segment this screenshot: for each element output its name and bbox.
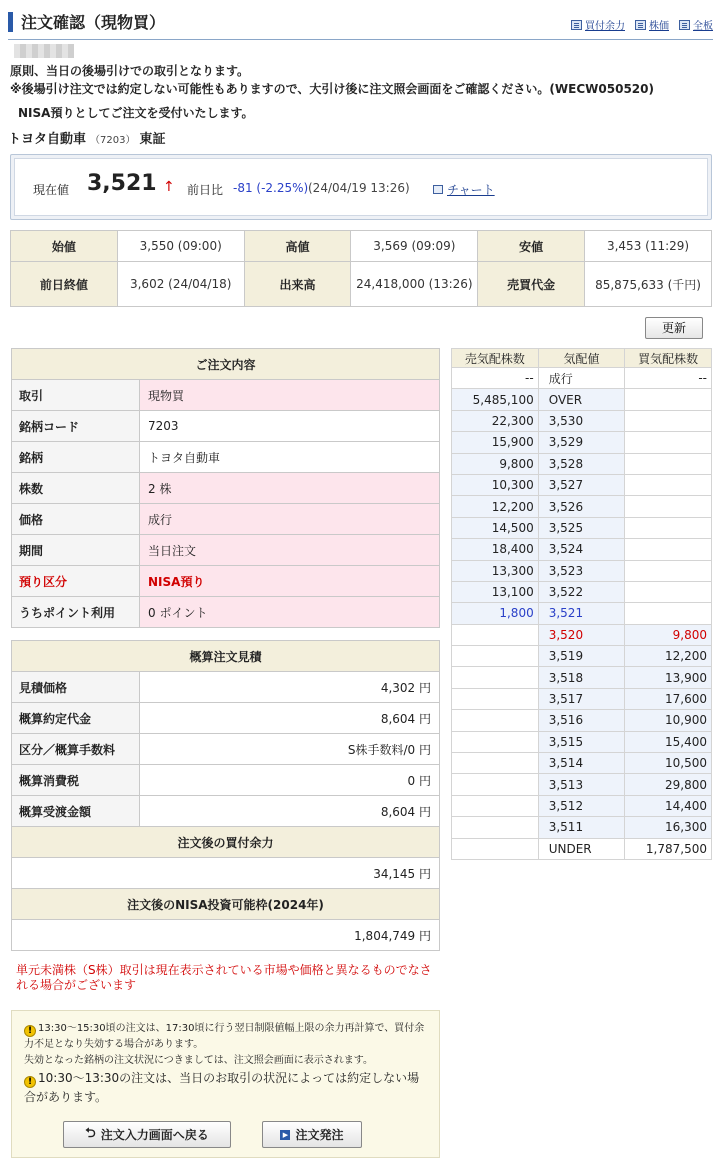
board-row (452, 410, 712, 431)
board-row (452, 560, 712, 581)
current-price-value: 3,521 (87, 171, 157, 196)
page-title: 注文確認（現物買） (21, 13, 166, 32)
sell-qty: 9,800 (452, 453, 539, 474)
stock-heading (8, 128, 165, 147)
quote-price: 3,524 (538, 539, 625, 560)
board-row (452, 774, 712, 795)
sell-qty: 1,800 (452, 603, 539, 624)
order-row-label: 株数 (12, 473, 140, 504)
buy-qty (625, 560, 712, 581)
sell-qty (452, 817, 539, 838)
board-row (452, 368, 712, 389)
estimate-row-value: S株手数料/0 円 (140, 734, 440, 765)
sell-qty: 13,300 (452, 560, 539, 581)
quote-price: 3,519 (538, 646, 625, 667)
estimate-row-value: 4,302 円 (140, 672, 440, 703)
buy-qty (625, 453, 712, 474)
price-datetime: (24/04/19 13:26) (308, 181, 410, 195)
sell-qty: 15,900 (452, 432, 539, 453)
page-header (8, 8, 713, 40)
buy-qty: -- (625, 368, 712, 389)
table-row (12, 765, 440, 796)
info-line-2: 失効となった銘柄の注文状況につきましては、注文照会画面に表示されます。 (24, 1055, 373, 1066)
board-row (452, 817, 712, 838)
volume-label: 出来高 (244, 262, 351, 307)
buying-power-link-label: 買付余力 (585, 21, 625, 32)
full-board-link-label: 全板 (693, 21, 713, 32)
buy-qty (625, 474, 712, 495)
ohlc-row (11, 262, 712, 307)
sell-qty (452, 753, 539, 774)
info-line-3 (24, 1069, 427, 1106)
order-row-label: 取引 (12, 380, 140, 411)
quote-price: 3,516 (538, 710, 625, 731)
quote-price: 3,513 (538, 774, 625, 795)
quote-price: 3,520 (538, 624, 625, 645)
return-arrow-icon: ⮌ (85, 1125, 96, 1141)
table-row (12, 703, 440, 734)
board-row (452, 581, 712, 602)
chart-icon (433, 185, 443, 194)
estimate-row-label: 概算約定代金 (12, 703, 140, 734)
board-row (452, 646, 712, 667)
sell-qty: 5,485,100 (452, 389, 539, 410)
back-button-label: 注文入力画面へ戻る (100, 1128, 209, 1142)
estimate-heading: 概算注文見積 (12, 641, 440, 672)
quote-price: 3,528 (538, 453, 625, 474)
board-row (452, 688, 712, 709)
quote-price: 3,527 (538, 474, 625, 495)
list-icon (679, 20, 690, 30)
current-price-label: 現在値 (33, 183, 70, 197)
notice-nisa: NISA預りとしてご注文を受付いたします。 (18, 106, 254, 120)
quote-price: 3,523 (538, 560, 625, 581)
volume-value: 24,418,000 (13:26) (351, 262, 478, 307)
table-row (12, 504, 440, 535)
buy-qty: 10,900 (625, 710, 712, 731)
board-row (452, 753, 712, 774)
buy-qty: 13,900 (625, 667, 712, 688)
quote-price: OVER (538, 389, 625, 410)
info-line-1-text: 13:30～15:30頃の注文は、17:30頃に行う翌日制限値幅上限の余力再計算で、買付余力不足となり失効する場合があります。 (24, 1023, 425, 1050)
order-contents-heading: ご注文内容 (12, 349, 440, 380)
order-row-value: 2 株 (140, 473, 440, 504)
quote-price: UNDER (538, 838, 625, 859)
info-line-3-text: 10:30～13:30の注文は、当日のお取引の状況によっては約定しない場合があります。 (24, 1071, 420, 1104)
order-row-value: 0 ポイント (140, 597, 440, 628)
order-row-label: 預り区分 (12, 566, 140, 597)
sell-qty (452, 688, 539, 709)
table-row (12, 535, 440, 566)
buy-qty (625, 603, 712, 624)
quote-price: 3,517 (538, 688, 625, 709)
buy-qty: 17,600 (625, 688, 712, 709)
price-summary-inner (14, 158, 708, 216)
order-row-label: 銘柄 (12, 442, 140, 473)
buying-power-link[interactable] (571, 17, 625, 32)
buy-qty (625, 581, 712, 602)
estimate-table (11, 640, 440, 951)
table-row (12, 734, 440, 765)
stock-market: 東証 (139, 132, 166, 147)
sell-qty: 14,500 (452, 517, 539, 538)
buy-qty: 14,400 (625, 795, 712, 816)
buy-qty-header: 買気配株数 (625, 349, 712, 368)
quote-price: 3,529 (538, 432, 625, 453)
chart-link-label: チャート (447, 183, 495, 197)
buy-qty (625, 389, 712, 410)
stock-price-link-label: 株価 (649, 21, 669, 32)
sell-qty: -- (452, 368, 539, 389)
quote-price: 3,512 (538, 795, 625, 816)
buy-qty: 15,400 (625, 731, 712, 752)
table-row (12, 380, 440, 411)
sell-qty (452, 710, 539, 731)
sell-qty: 13,100 (452, 581, 539, 602)
quote-price: 3,518 (538, 667, 625, 688)
prev-day-change-label: 前日比 (187, 183, 224, 197)
estimate-row-label: 区分／概算手数料 (12, 734, 140, 765)
estimate-row-label: 見積価格 (12, 672, 140, 703)
quote-price: 3,511 (538, 817, 625, 838)
order-row-label: 銘柄コード (12, 411, 140, 442)
board-row (452, 474, 712, 495)
prev-day-change-value: -81 (-2.25%) (233, 181, 309, 195)
quote-price-header: 気配値 (538, 349, 625, 368)
buy-qty: 29,800 (625, 774, 712, 795)
estimate-row-value: 8,604 円 (140, 796, 440, 827)
sell-qty (452, 795, 539, 816)
submit-arrow-icon: ▶ (280, 1130, 290, 1140)
turnover-label: 売買代金 (478, 262, 585, 307)
estimate-row-label: 概算受渡金額 (12, 796, 140, 827)
title-accent-bar (8, 12, 13, 32)
sell-qty (452, 624, 539, 645)
order-row-value: トヨタ自動車 (140, 442, 440, 473)
high-value: 3,569 (09:09) (351, 231, 478, 262)
order-row-value: NISA預り (140, 566, 440, 597)
board-row (452, 517, 712, 538)
warning-icon: ! (24, 1076, 36, 1088)
buy-qty (625, 517, 712, 538)
board-row (452, 667, 712, 688)
sell-qty (452, 774, 539, 795)
stock-name: トヨタ自動車 (8, 132, 87, 147)
order-row-label: 期間 (12, 535, 140, 566)
board-row (452, 389, 712, 410)
list-icon (571, 20, 582, 30)
quote-price: 3,515 (538, 731, 625, 752)
sell-qty (452, 731, 539, 752)
sell-qty: 10,300 (452, 474, 539, 495)
table-row (12, 796, 440, 827)
sell-qty: 22,300 (452, 410, 539, 431)
estimate-row-label: 概算消費税 (12, 765, 140, 796)
board-row (452, 795, 712, 816)
up-arrow-icon: ↑ (163, 179, 175, 195)
prev-close-label: 前日終値 (11, 262, 118, 307)
stock-price-link[interactable] (635, 17, 669, 32)
estimate-row-value: 8,604 円 (140, 703, 440, 734)
order-row-value: 7203 (140, 411, 440, 442)
board-row (452, 432, 712, 453)
list-icon (635, 20, 646, 30)
sell-qty-header: 売気配株数 (452, 349, 539, 368)
full-board-link[interactable] (679, 17, 713, 32)
board-row (452, 539, 712, 560)
turnover-value: 85,875,633 (千円) (585, 262, 712, 307)
table-row (12, 442, 440, 473)
quote-price: 3,530 (538, 410, 625, 431)
order-row-label: うちポイント利用 (12, 597, 140, 628)
quote-price: 3,514 (538, 753, 625, 774)
buy-qty (625, 432, 712, 453)
sell-qty (452, 667, 539, 688)
info-line-1 (24, 1021, 427, 1053)
place-order-button[interactable] (262, 1121, 362, 1148)
nisa-limit-value: 1,804,749 円 (12, 920, 440, 951)
buy-qty: 9,800 (625, 624, 712, 645)
place-order-button-label: 注文発注 (295, 1128, 344, 1142)
quote-price: 3,522 (538, 581, 625, 602)
buy-qty: 1,787,500 (625, 838, 712, 859)
low-value: 3,453 (11:29) (585, 231, 712, 262)
ohlc-table (10, 230, 712, 307)
table-row (12, 672, 440, 703)
board-row (452, 838, 712, 859)
buy-qty: 16,300 (625, 817, 712, 838)
board-row (452, 710, 712, 731)
quote-price: 3,525 (538, 517, 625, 538)
refresh-button[interactable]: 更新 (645, 317, 703, 339)
order-board (451, 348, 712, 860)
notice-line-1: 原則、当日の後場引けでの取引となります。 (10, 64, 250, 78)
open-label: 始値 (11, 231, 118, 262)
price-summary-box (10, 154, 712, 220)
sell-qty (452, 646, 539, 667)
notice-line-2: ※後場引け注文では約定しない可能性もありますので、大引け後に注文照会画面をご確認ください。(WECW050520) (10, 82, 654, 96)
order-contents-table (11, 348, 440, 628)
order-row-value: 成行 (140, 504, 440, 535)
open-value: 3,550 (09:00) (117, 231, 244, 262)
table-row (12, 473, 440, 504)
quote-price: 3,521 (538, 603, 625, 624)
board-row (452, 603, 712, 624)
quote-price: 3,526 (538, 496, 625, 517)
board-row (452, 624, 712, 645)
buy-qty: 12,200 (625, 646, 712, 667)
sell-qty: 18,400 (452, 539, 539, 560)
ohlc-row (11, 231, 712, 262)
estimate-row-value: 0 円 (140, 765, 440, 796)
order-row-value: 現物買 (140, 380, 440, 411)
buying-power-heading: 注文後の買付余力 (12, 827, 440, 858)
buy-qty: 10,500 (625, 753, 712, 774)
board-row (452, 453, 712, 474)
stock-code: （7203） (90, 135, 136, 146)
high-label: 高値 (244, 231, 351, 262)
table-row (12, 597, 440, 628)
order-row-value: 当日注文 (140, 535, 440, 566)
order-row-label: 価格 (12, 504, 140, 535)
redacted-account-name (14, 44, 74, 58)
sell-qty (452, 838, 539, 859)
header-links (571, 17, 713, 32)
prev-close-value: 3,602 (24/04/18) (117, 262, 244, 307)
odd-lot-warning: 単元未満株（S株）取引は現在表示されている市場や価格と異なるものでなされる場合がございます (16, 963, 432, 992)
buy-qty (625, 539, 712, 560)
board-row (452, 496, 712, 517)
quote-price: 成行 (538, 368, 625, 389)
table-row (12, 566, 440, 597)
back-to-order-input-button[interactable] (63, 1121, 231, 1148)
buying-power-value: 34,145 円 (12, 858, 440, 889)
sell-qty: 12,200 (452, 496, 539, 517)
buy-qty (625, 496, 712, 517)
nisa-limit-heading: 注文後のNISA投資可能枠(2024年) (12, 889, 440, 920)
low-label: 安値 (478, 231, 585, 262)
board-row (452, 731, 712, 752)
chart-link[interactable] (433, 181, 495, 198)
warning-icon: ! (24, 1025, 36, 1037)
table-row (12, 411, 440, 442)
board-header-row (452, 349, 712, 368)
buy-qty (625, 410, 712, 431)
